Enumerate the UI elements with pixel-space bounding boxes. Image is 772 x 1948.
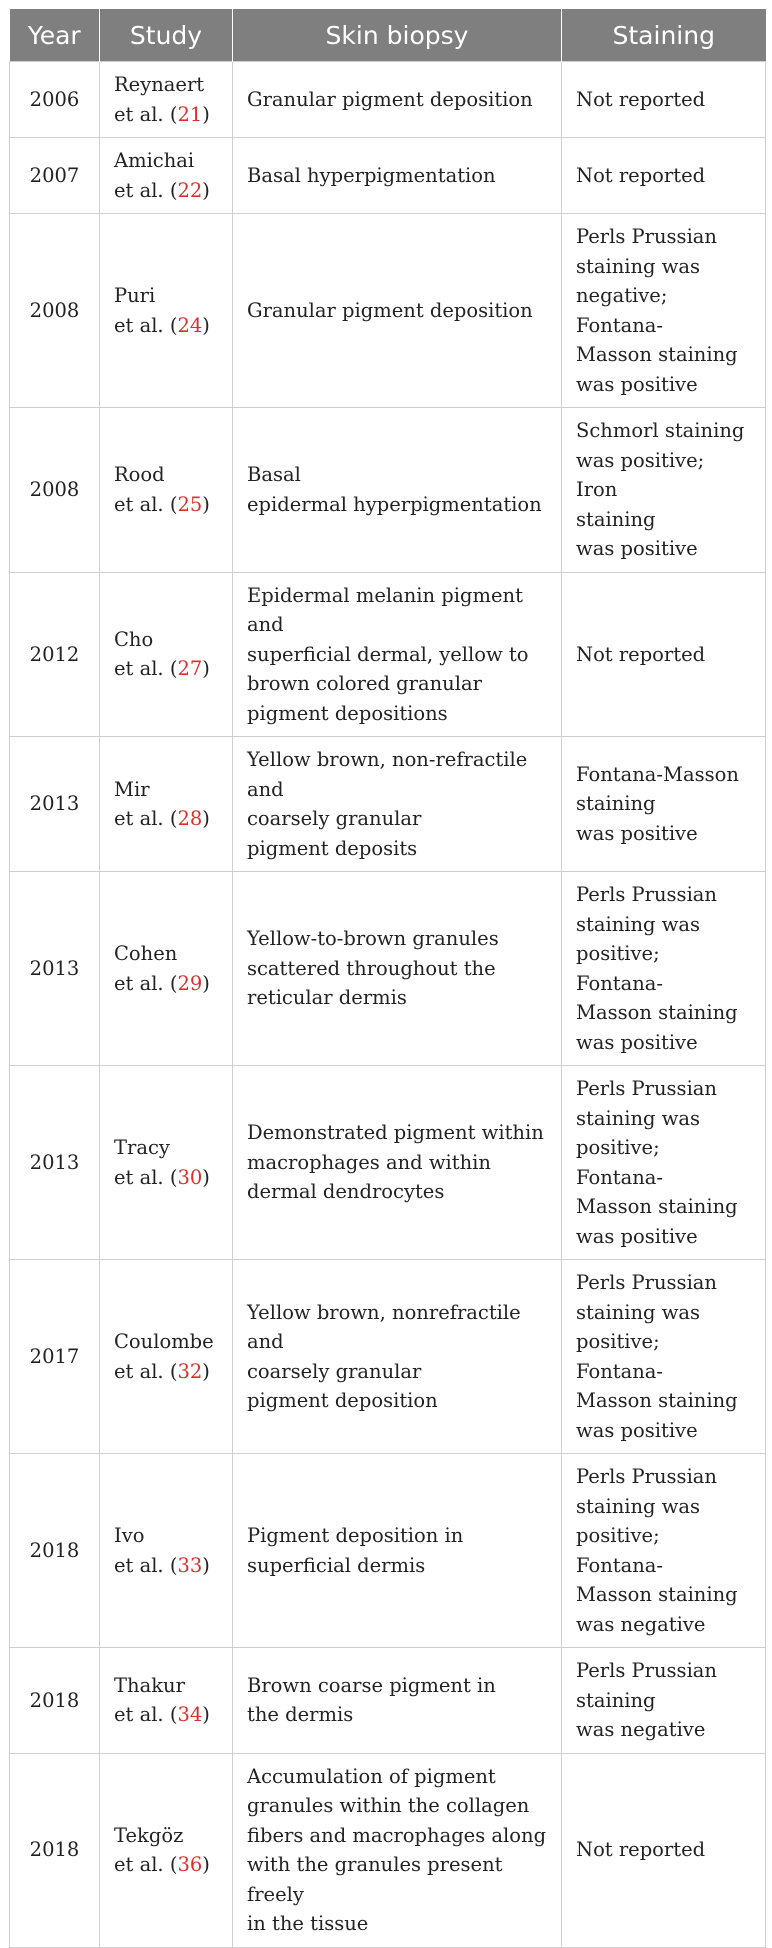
staining-text-line: staining (576, 792, 656, 816)
year-cell: 2013 (10, 737, 100, 872)
year-cell: 2018 (10, 1753, 100, 1947)
table-row (10, 1066, 766, 1260)
reference-link[interactable]: 29 (177, 971, 203, 995)
staining-cell (562, 737, 766, 872)
year-cell: 2012 (10, 572, 100, 737)
reference-link[interactable]: 28 (177, 807, 203, 830)
study-cell (100, 1260, 233, 1454)
skin-biopsy-cell (233, 138, 562, 214)
staining-cell (562, 1066, 766, 1260)
year-cell: 2017 (10, 1260, 100, 1454)
citation-prefix: et al. ( (114, 1165, 178, 1189)
staining-cell (562, 1260, 766, 1454)
header-skin-biopsy: Skin biopsy (233, 9, 562, 62)
staining-cell (562, 408, 766, 573)
table-row (10, 138, 766, 214)
staining-text-line: positive; Fontana- (576, 1136, 663, 1189)
citation-suffix: ) (202, 1853, 210, 1876)
table-row (10, 62, 766, 138)
biopsy-text-line: Yellow brown, nonrefractile and (247, 1300, 521, 1353)
staining-text-line: staining was (576, 912, 701, 936)
table-row (10, 737, 766, 872)
citation-prefix: et al. ( (114, 1553, 178, 1577)
staining-cell (562, 572, 766, 737)
biopsy-text-line: Accumulation of pigment (247, 1764, 496, 1788)
skin-biopsy-cell (233, 1260, 562, 1454)
reference-link[interactable]: 34 (177, 1703, 203, 1727)
table-row (10, 572, 766, 737)
skin-biopsy-cell (233, 572, 562, 737)
citation-suffix: ) (202, 971, 210, 995)
study-author: Thakur (114, 1673, 185, 1697)
staining-cell (562, 214, 766, 408)
staining-text-line: Perls Prussian (576, 883, 717, 906)
biopsy-text-line: scattered throughout the (247, 956, 496, 980)
staining-text-line: Fontana-Masson (576, 762, 739, 786)
citation-suffix: ) (202, 102, 210, 126)
citation-prefix: et al. ( (114, 313, 178, 337)
staining-text-line: staining was (576, 1300, 701, 1324)
staining-text-line: staining was (576, 1494, 701, 1518)
study-author: Rood (114, 463, 165, 487)
study-cell (100, 408, 233, 573)
citation-prefix: et al. ( (114, 657, 178, 681)
biopsy-text-line: Granular pigment deposition (247, 298, 533, 322)
reference-link[interactable]: 25 (177, 492, 203, 516)
citation-prefix: et al. ( (114, 102, 178, 126)
study-author: Cohen (114, 942, 178, 965)
staining-text-line: Masson staining (576, 1583, 738, 1606)
citation-prefix: et al. ( (114, 1703, 178, 1727)
staining-text-line: positive; Fontana- (576, 1524, 663, 1577)
reference-link[interactable]: 33 (177, 1553, 203, 1577)
study-citation (114, 311, 218, 341)
study-cell (100, 572, 233, 737)
reference-link[interactable]: 24 (177, 313, 203, 337)
staining-cell (562, 62, 766, 138)
biopsy-text-line: in the tissue (247, 1912, 369, 1935)
header-row (10, 9, 766, 62)
study-cell (100, 214, 233, 408)
study-author: Reynaert (114, 73, 205, 96)
skin-biopsy-cell (233, 872, 562, 1066)
year-cell: 2018 (10, 1648, 100, 1754)
study-citation (114, 1850, 218, 1880)
biopsy-text-line: coarsely granular (247, 1359, 422, 1383)
study-citation (114, 1357, 218, 1387)
study-citation (114, 804, 218, 834)
study-author: Cho (114, 627, 154, 651)
table-row (10, 408, 766, 573)
citation-suffix: ) (202, 657, 210, 681)
header-study: Study (100, 9, 233, 62)
biopsy-text-line: Yellow-to-brown granules (247, 927, 499, 951)
skin-biopsy-cell (233, 62, 562, 138)
staining-cell (562, 1454, 766, 1648)
citation-prefix: et al. ( (114, 492, 178, 516)
header-year: Year (10, 9, 100, 62)
study-author: Mir (114, 777, 150, 801)
biopsy-text-line: superficial dermal, yellow to (247, 642, 529, 666)
skin-biopsy-cell (233, 737, 562, 872)
staining-text-line: staining (576, 507, 656, 531)
study-author: Tekgöz (114, 1823, 184, 1847)
table-row (10, 872, 766, 1066)
study-author: Tracy (114, 1136, 170, 1159)
citation-prefix: et al. ( (114, 178, 178, 202)
biopsy-text-line: pigment depositions (247, 701, 448, 725)
citation-suffix: ) (202, 178, 210, 202)
biopsy-text-line: dermal dendrocytes (247, 1180, 445, 1204)
staining-cell (562, 872, 766, 1066)
biopsy-text-line: coarsely granular (247, 807, 422, 830)
biopsy-text-line: fibers and macrophages along (247, 1823, 547, 1847)
staining-text-line: was positive; Iron (576, 448, 705, 501)
study-citation (114, 176, 218, 206)
biopsy-text-line: the dermis (247, 1703, 354, 1727)
staining-text-line: negative; Fontana- (576, 284, 668, 337)
citation-suffix: ) (202, 807, 210, 830)
skin-biopsy-cell (233, 214, 562, 408)
biopsy-text-line: epidermal hyperpigmentation (247, 492, 542, 516)
reference-link[interactable]: 22 (177, 178, 203, 202)
staining-text-line: Not reported (576, 642, 706, 666)
year-cell: 2018 (10, 1454, 100, 1648)
reference-link[interactable]: 36 (177, 1853, 203, 1876)
staining-text-line: positive; Fontana- (576, 1330, 663, 1383)
staining-text-line: Masson staining (576, 1389, 738, 1412)
table-row (10, 1260, 766, 1454)
citation-suffix: ) (202, 1165, 210, 1189)
staining-text-line: was positive (576, 537, 698, 560)
skin-biopsy-cell (233, 1066, 562, 1260)
table-container (9, 9, 766, 1948)
reference-link[interactable]: 27 (177, 657, 203, 681)
table-row (10, 1648, 766, 1754)
citation-suffix: ) (202, 492, 210, 516)
staining-text-line: Masson staining (576, 1001, 738, 1024)
biopsy-text-line: macrophages and within (247, 1150, 491, 1174)
citation-prefix: et al. ( (114, 1359, 178, 1383)
study-cell (100, 1648, 233, 1754)
citation-prefix: et al. ( (114, 971, 178, 995)
study-cell (100, 1066, 233, 1260)
staining-cell (562, 138, 766, 214)
staining-text-line: Perls Prussian (576, 1465, 717, 1488)
staining-text-line: staining was (576, 1106, 701, 1130)
biopsy-text-line: granules within the collagen (247, 1794, 530, 1817)
skin-biopsy-cell (233, 1648, 562, 1754)
biopsy-text-line: Epidermal melanin pigment and (247, 583, 523, 636)
staining-text-line: Masson staining (576, 1195, 738, 1218)
staining-text-line: staining was (576, 254, 701, 278)
citation-suffix: ) (202, 1359, 210, 1383)
staining-text-line: Perls Prussian (576, 1077, 717, 1100)
table-row (10, 1454, 766, 1648)
skin-biopsy-cell (233, 1753, 562, 1947)
staining-text-line: Masson staining (576, 343, 738, 366)
staining-cell (562, 1648, 766, 1754)
biopsy-text-line: Brown coarse pigment in (247, 1673, 496, 1697)
biopsy-text-line: Granular pigment deposition (247, 87, 533, 111)
staining-text-line: Perls Prussian (576, 1271, 717, 1294)
study-cell (100, 1753, 233, 1947)
staining-text-line: was positive (576, 1418, 698, 1442)
staining-text-line: was negative (576, 1612, 706, 1636)
staining-text-line: Not reported (576, 163, 706, 187)
biopsy-text-line: brown colored granular (247, 672, 482, 695)
staining-text-line: Schmorl staining (576, 419, 745, 442)
study-author: Amichai (114, 149, 195, 172)
biopsy-text-line: with the granules present freely (247, 1853, 503, 1906)
skin-biopsy-table (9, 9, 766, 1948)
study-author: Coulombe (114, 1330, 214, 1353)
biopsy-text-line: reticular dermis (247, 986, 407, 1010)
year-cell: 2006 (10, 62, 100, 138)
citation-prefix: et al. ( (114, 1853, 178, 1876)
study-cell (100, 138, 233, 214)
reference-link[interactable]: 30 (177, 1165, 203, 1189)
citation-suffix: ) (202, 1703, 210, 1727)
reference-link[interactable]: 32 (177, 1359, 203, 1383)
citation-suffix: ) (202, 313, 210, 337)
skin-biopsy-cell (233, 1454, 562, 1648)
staining-text-line: Perls Prussian (576, 1659, 717, 1682)
year-cell: 2008 (10, 408, 100, 573)
study-citation (114, 1163, 218, 1193)
study-cell (100, 62, 233, 138)
staining-text-line: was negative (576, 1718, 706, 1741)
staining-text-line: was positive (576, 1224, 698, 1248)
biopsy-text-line: Demonstrated pigment within (247, 1121, 544, 1145)
study-citation (114, 100, 218, 130)
biopsy-text-line: pigment deposits (247, 836, 418, 860)
biopsy-text-line: Basal hyperpigmentation (247, 163, 496, 187)
study-author: Ivo (114, 1524, 145, 1547)
study-author: Puri (114, 284, 156, 307)
biopsy-text-line: Basal (247, 463, 301, 487)
biopsy-text-line: pigment deposition (247, 1389, 438, 1412)
citation-prefix: et al. ( (114, 807, 178, 830)
staining-text-line: positive; Fontana- (576, 942, 663, 995)
table-row (10, 1753, 766, 1947)
skin-biopsy-cell (233, 408, 562, 573)
staining-text-line: staining (576, 1688, 656, 1712)
header-staining: Staining (562, 9, 766, 62)
staining-text-line: Not reported (576, 1838, 706, 1862)
study-citation (114, 1700, 218, 1730)
year-cell: 2007 (10, 138, 100, 214)
study-citation (114, 490, 218, 520)
year-cell: 2008 (10, 214, 100, 408)
year-cell: 2013 (10, 1066, 100, 1260)
citation-suffix: ) (202, 1553, 210, 1577)
biopsy-text-line: Yellow brown, non-refractile and (247, 748, 528, 801)
staining-text-line: was positive (576, 372, 698, 396)
study-citation (114, 969, 218, 999)
biopsy-text-line: superficial dermis (247, 1553, 426, 1577)
staining-cell (562, 1753, 766, 1947)
staining-text-line: Not reported (576, 87, 706, 111)
study-citation (114, 1551, 218, 1581)
year-cell: 2013 (10, 872, 100, 1066)
study-cell (100, 872, 233, 1066)
table-row (10, 214, 766, 408)
staining-text-line: was positive (576, 821, 698, 845)
study-cell (100, 1454, 233, 1648)
reference-link[interactable]: 21 (177, 102, 203, 126)
staining-text-line: Perls Prussian (576, 225, 717, 248)
biopsy-text-line: Pigment deposition in (247, 1524, 464, 1547)
study-cell (100, 737, 233, 872)
staining-text-line: was positive (576, 1030, 698, 1054)
study-citation (114, 654, 218, 684)
